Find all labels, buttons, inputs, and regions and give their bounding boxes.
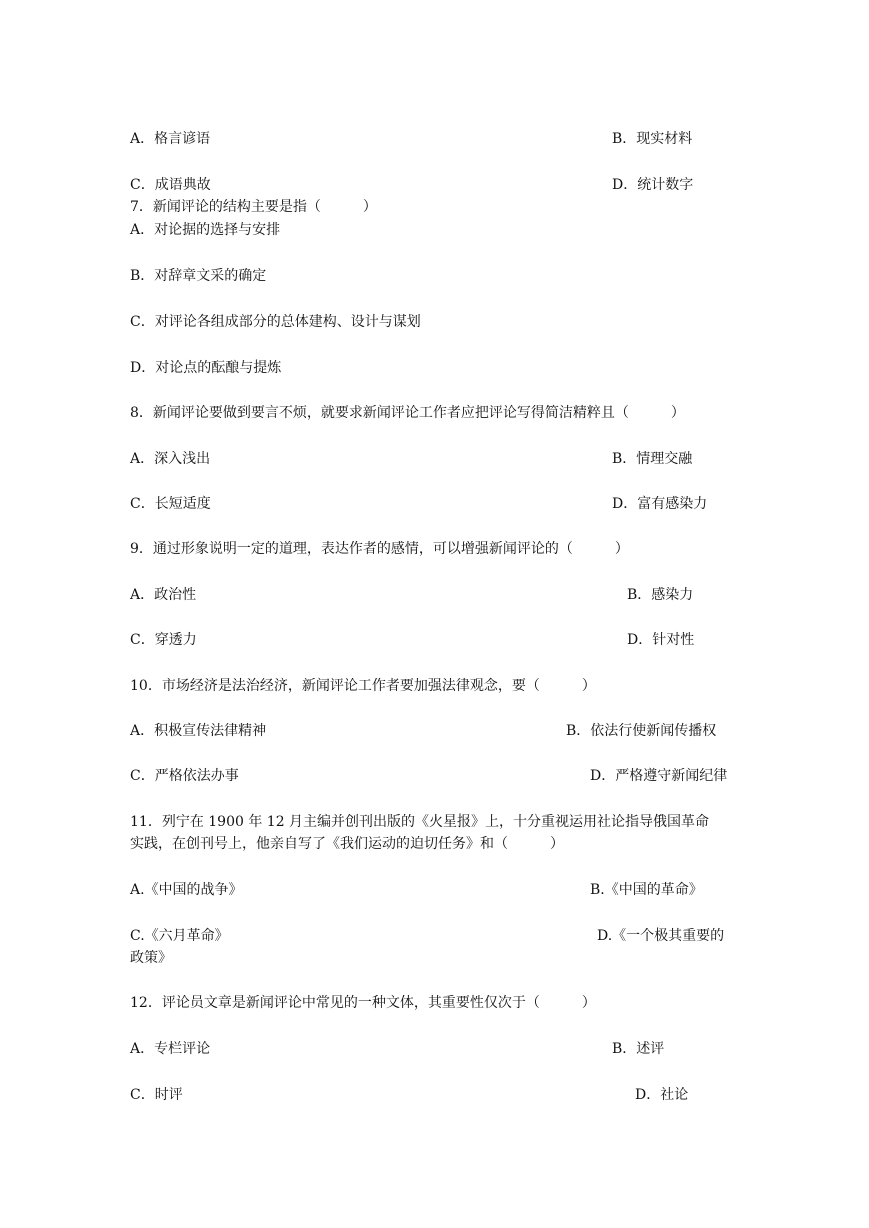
- q10-option-c: C．严格依法办事: [130, 768, 239, 784]
- q8-stem: 8．新闻评论要做到要言不烦，就要求新闻评论工作者应把评论写得简洁精粹且（ ）: [130, 405, 685, 421]
- q12-option-c: C．时评: [130, 1087, 183, 1103]
- q11-option-d-line2: 政策》: [130, 950, 172, 966]
- q9-stem: 9．通过形象说明一定的道理，表达作者的感情，可以增强新闻评论的（ ）: [130, 541, 629, 557]
- q11-option-d-line1: D.《一个极其重要的: [597, 928, 725, 944]
- q8-option-c: C．长短适度: [130, 496, 211, 512]
- q10-stem: 10．市场经济是法治经济，新闻评论工作者要加强法律观念，要（ ）: [130, 678, 596, 694]
- q6-option-a: A．格言谚语: [130, 131, 211, 147]
- q9-option-a: A．政治性: [130, 587, 197, 603]
- q9-option-b: B．感染力: [627, 587, 694, 603]
- q6-option-c: C．成语典故: [130, 177, 211, 193]
- q12-stem: 12．评论员文章是新闻评论中常见的一种文体，其重要性仅次于（ ）: [130, 995, 596, 1011]
- q7-option-a: A．对论据的选择与安排: [130, 222, 281, 238]
- q10-option-a: A．积极宣传法律精神: [130, 723, 267, 739]
- q11-stem-line1: 11．列宁在 1900 年 12 月主编并创刊出版的《火星报》上，十分重视运用社论指导俄国革命: [130, 814, 710, 830]
- q7-option-d: D．对论点的酝酿与提炼: [130, 360, 282, 376]
- q6-option-b: B．现实材料: [612, 131, 693, 147]
- q8-option-a: A．深入浅出: [130, 451, 211, 467]
- q11-stem-line2: 实践，在创刊号上，他亲自写了《我们运动的迫切任务》和（ ）: [130, 836, 564, 852]
- q7-option-c: C．对评论各组成部分的总体建构、设计与谋划: [130, 314, 421, 330]
- q6-option-d: D．统计数字: [612, 177, 694, 193]
- q11-option-b: B.《中国的革命》: [590, 882, 703, 898]
- q11-option-c: C.《六月革命》: [130, 928, 229, 944]
- q12-option-b: B．述评: [612, 1041, 665, 1057]
- q8-option-b: B．情理交融: [612, 451, 693, 467]
- q12-option-d: D．社论: [635, 1087, 689, 1103]
- q9-option-c: C．穿透力: [130, 632, 197, 648]
- q9-option-d: D．针对性: [627, 632, 695, 648]
- q10-option-d: D．严格遵守新闻纪律: [590, 768, 728, 784]
- q12-option-a: A．专栏评论: [130, 1041, 211, 1057]
- q7-option-b: B．对辞章文采的确定: [130, 268, 267, 284]
- q7-stem: 7．新闻评论的结构主要是指（ ）: [130, 199, 377, 215]
- q11-option-a: A.《中国的战争》: [130, 882, 243, 898]
- q10-option-b: B．依法行使新闻传播权: [566, 723, 717, 739]
- q8-option-d: D．富有感染力: [612, 496, 708, 512]
